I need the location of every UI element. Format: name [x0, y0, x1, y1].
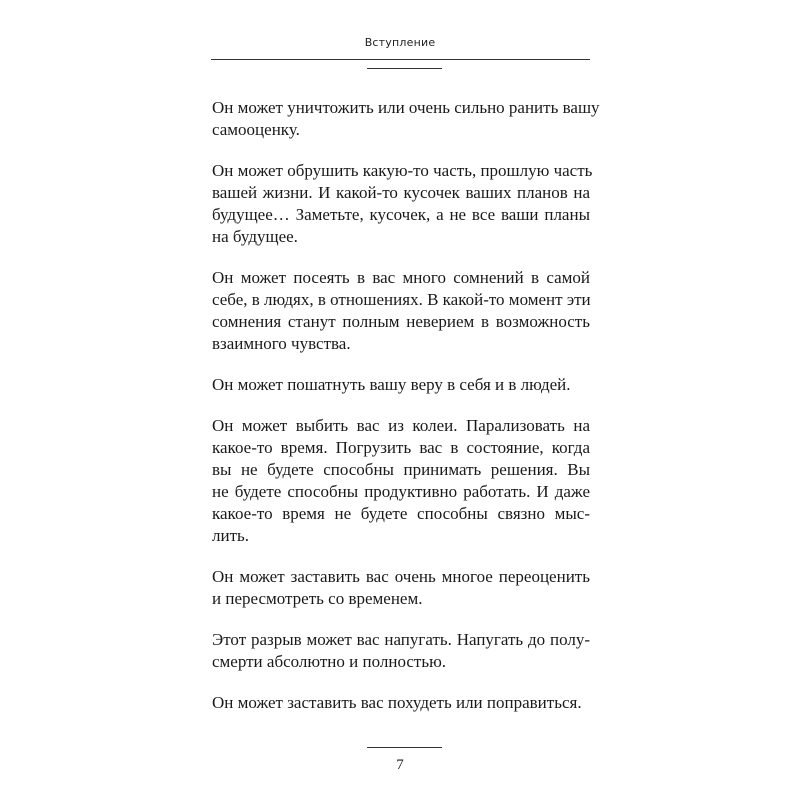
- text-line: Этот разрыв может вас напугать. Напугать до полу-: [212, 630, 590, 649]
- text-line: лить.: [212, 526, 250, 545]
- text-line: себе, в людях, в отношениях. В какой-то момент эти: [212, 290, 591, 309]
- page-body: [212, 97, 600, 733]
- paragraph: [212, 160, 593, 248]
- footer-rule: [367, 747, 442, 748]
- text-line: какое-то время не будете способны связно мыс-: [212, 504, 590, 523]
- text-line: Он может уничтожить или очень сильно ранить вашу: [212, 98, 600, 117]
- paragraph: [212, 692, 590, 714]
- text-line: Он может выбить вас из колеи. Парализовать на: [212, 416, 590, 435]
- text-line: сомнения станут полным неверием в возможность: [212, 312, 590, 331]
- header-short-rule: [367, 68, 442, 69]
- text-line: на будущее.: [212, 227, 298, 246]
- paragraph: [212, 267, 590, 355]
- text-line: Он может заставить вас похудеть или поправиться.: [212, 693, 582, 712]
- text-line: самооценку.: [212, 120, 300, 139]
- text-line: и пересмотреть со временем.: [212, 589, 423, 608]
- running-header: Вступление: [364, 36, 436, 49]
- text-line: не будете способны продуктивно работать. И даже: [212, 482, 590, 501]
- text-line: вашей жизни. И какой-то кусочек ваших планов на: [212, 183, 590, 202]
- paragraph: [212, 374, 590, 396]
- text-line: Он может пошатнуть вашу веру в себя и в людей.: [212, 375, 571, 394]
- text-line: Он может заставить вас очень многое переоценить: [212, 567, 590, 586]
- text-line: какое-то время. Погрузить вас в состояние, когда: [212, 438, 590, 457]
- text-line: смерти абсолютно и полностью.: [212, 652, 447, 671]
- text-line: взаимного чувства.: [212, 334, 351, 353]
- text-line: вы не будете способны принимать решения. Вы: [212, 460, 590, 479]
- text-line: Он может обрушить какую-то часть, прошлую часть: [212, 161, 593, 180]
- page-number: 7: [396, 757, 404, 773]
- header-rule: [211, 59, 590, 60]
- paragraph: [212, 97, 600, 141]
- text-line: Он может посеять в вас много сомнений в самой: [212, 268, 590, 287]
- text-line: будущее… Заметьте, кусочек, а не все ваши планы: [212, 205, 590, 224]
- paragraph: [212, 566, 590, 610]
- paragraph: [212, 629, 590, 673]
- paragraph: [212, 415, 590, 547]
